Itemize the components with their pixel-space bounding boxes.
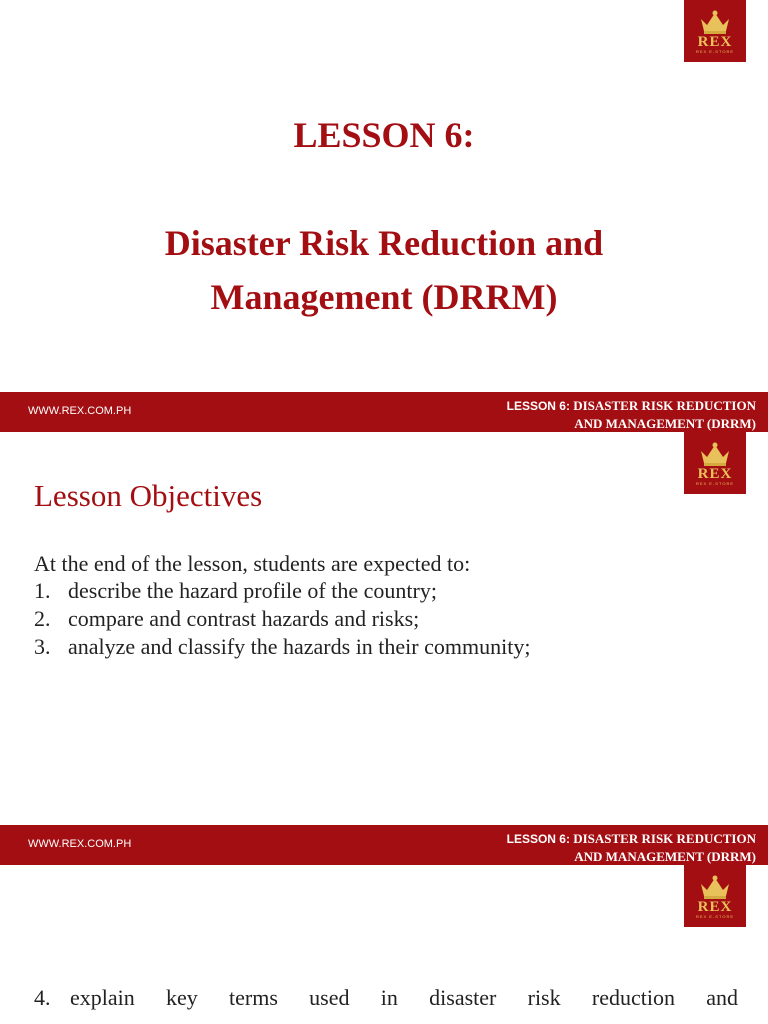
list-item (34, 633, 530, 661)
lesson-label: LESSON 6: (293, 115, 475, 155)
footer-lesson-line1: DISASTER RISK REDUCTION (573, 831, 756, 846)
objective-text: describe the hazard profile of the country; (68, 578, 437, 603)
footer-lesson-line2: AND MANAGEMENT (DRRM) (574, 416, 756, 431)
slide-footer (0, 825, 768, 865)
footer-lesson-prefix: LESSON 6: (506, 832, 570, 846)
objectives-intro: At the end of the lesson, students are expected to: (34, 551, 471, 576)
brand-tagline: REX E-STORE (695, 913, 735, 919)
objective-number: 4. (34, 985, 51, 1010)
objective-text: analyze and classify the hazards in their community; (68, 634, 531, 659)
objective-text: compare and contrast hazards and risks; (68, 606, 420, 631)
brand-logo (684, 865, 746, 927)
brand-tagline: REX E-STORE (695, 48, 735, 54)
footer-url[interactable]: WWW.REX.COM.PH (28, 838, 132, 850)
footer-lesson-title (507, 830, 756, 865)
objective-number: 2. (34, 606, 51, 631)
objective-number: 1. (34, 578, 51, 603)
objective-number: 3. (34, 634, 51, 659)
crown-icon (698, 9, 732, 35)
lesson-title-line1: Disaster Risk Reduction and (164, 223, 604, 263)
footer-lesson-line2: AND MANAGEMENT (DRRM) (574, 849, 756, 864)
crown-icon (698, 441, 732, 467)
footer-lesson-line1: DISASTER RISK REDUCTION (573, 398, 756, 413)
objectives-heading: Lesson Objectives (34, 478, 263, 513)
brand-name: REX (697, 33, 733, 50)
footer-lesson-prefix: LESSON 6: (506, 399, 570, 413)
footer-lesson-title (507, 397, 756, 432)
slide-footer (0, 392, 768, 432)
footer-url[interactable]: WWW.REX.COM.PH (28, 405, 132, 417)
objective-item-4 (34, 984, 738, 1012)
objectives-list (34, 577, 530, 661)
brand-logo (684, 432, 746, 494)
list-item (34, 577, 530, 605)
brand-name: REX (697, 898, 733, 915)
objective-text: explain key terms used in disaster risk reduction and (70, 985, 738, 1010)
list-item (34, 605, 530, 633)
lesson-title-line2: Management (DRRM) (210, 277, 558, 317)
brand-name: REX (697, 465, 733, 482)
crown-icon (698, 874, 732, 900)
brand-logo (684, 0, 746, 62)
brand-tagline: REX E-STORE (695, 480, 735, 486)
